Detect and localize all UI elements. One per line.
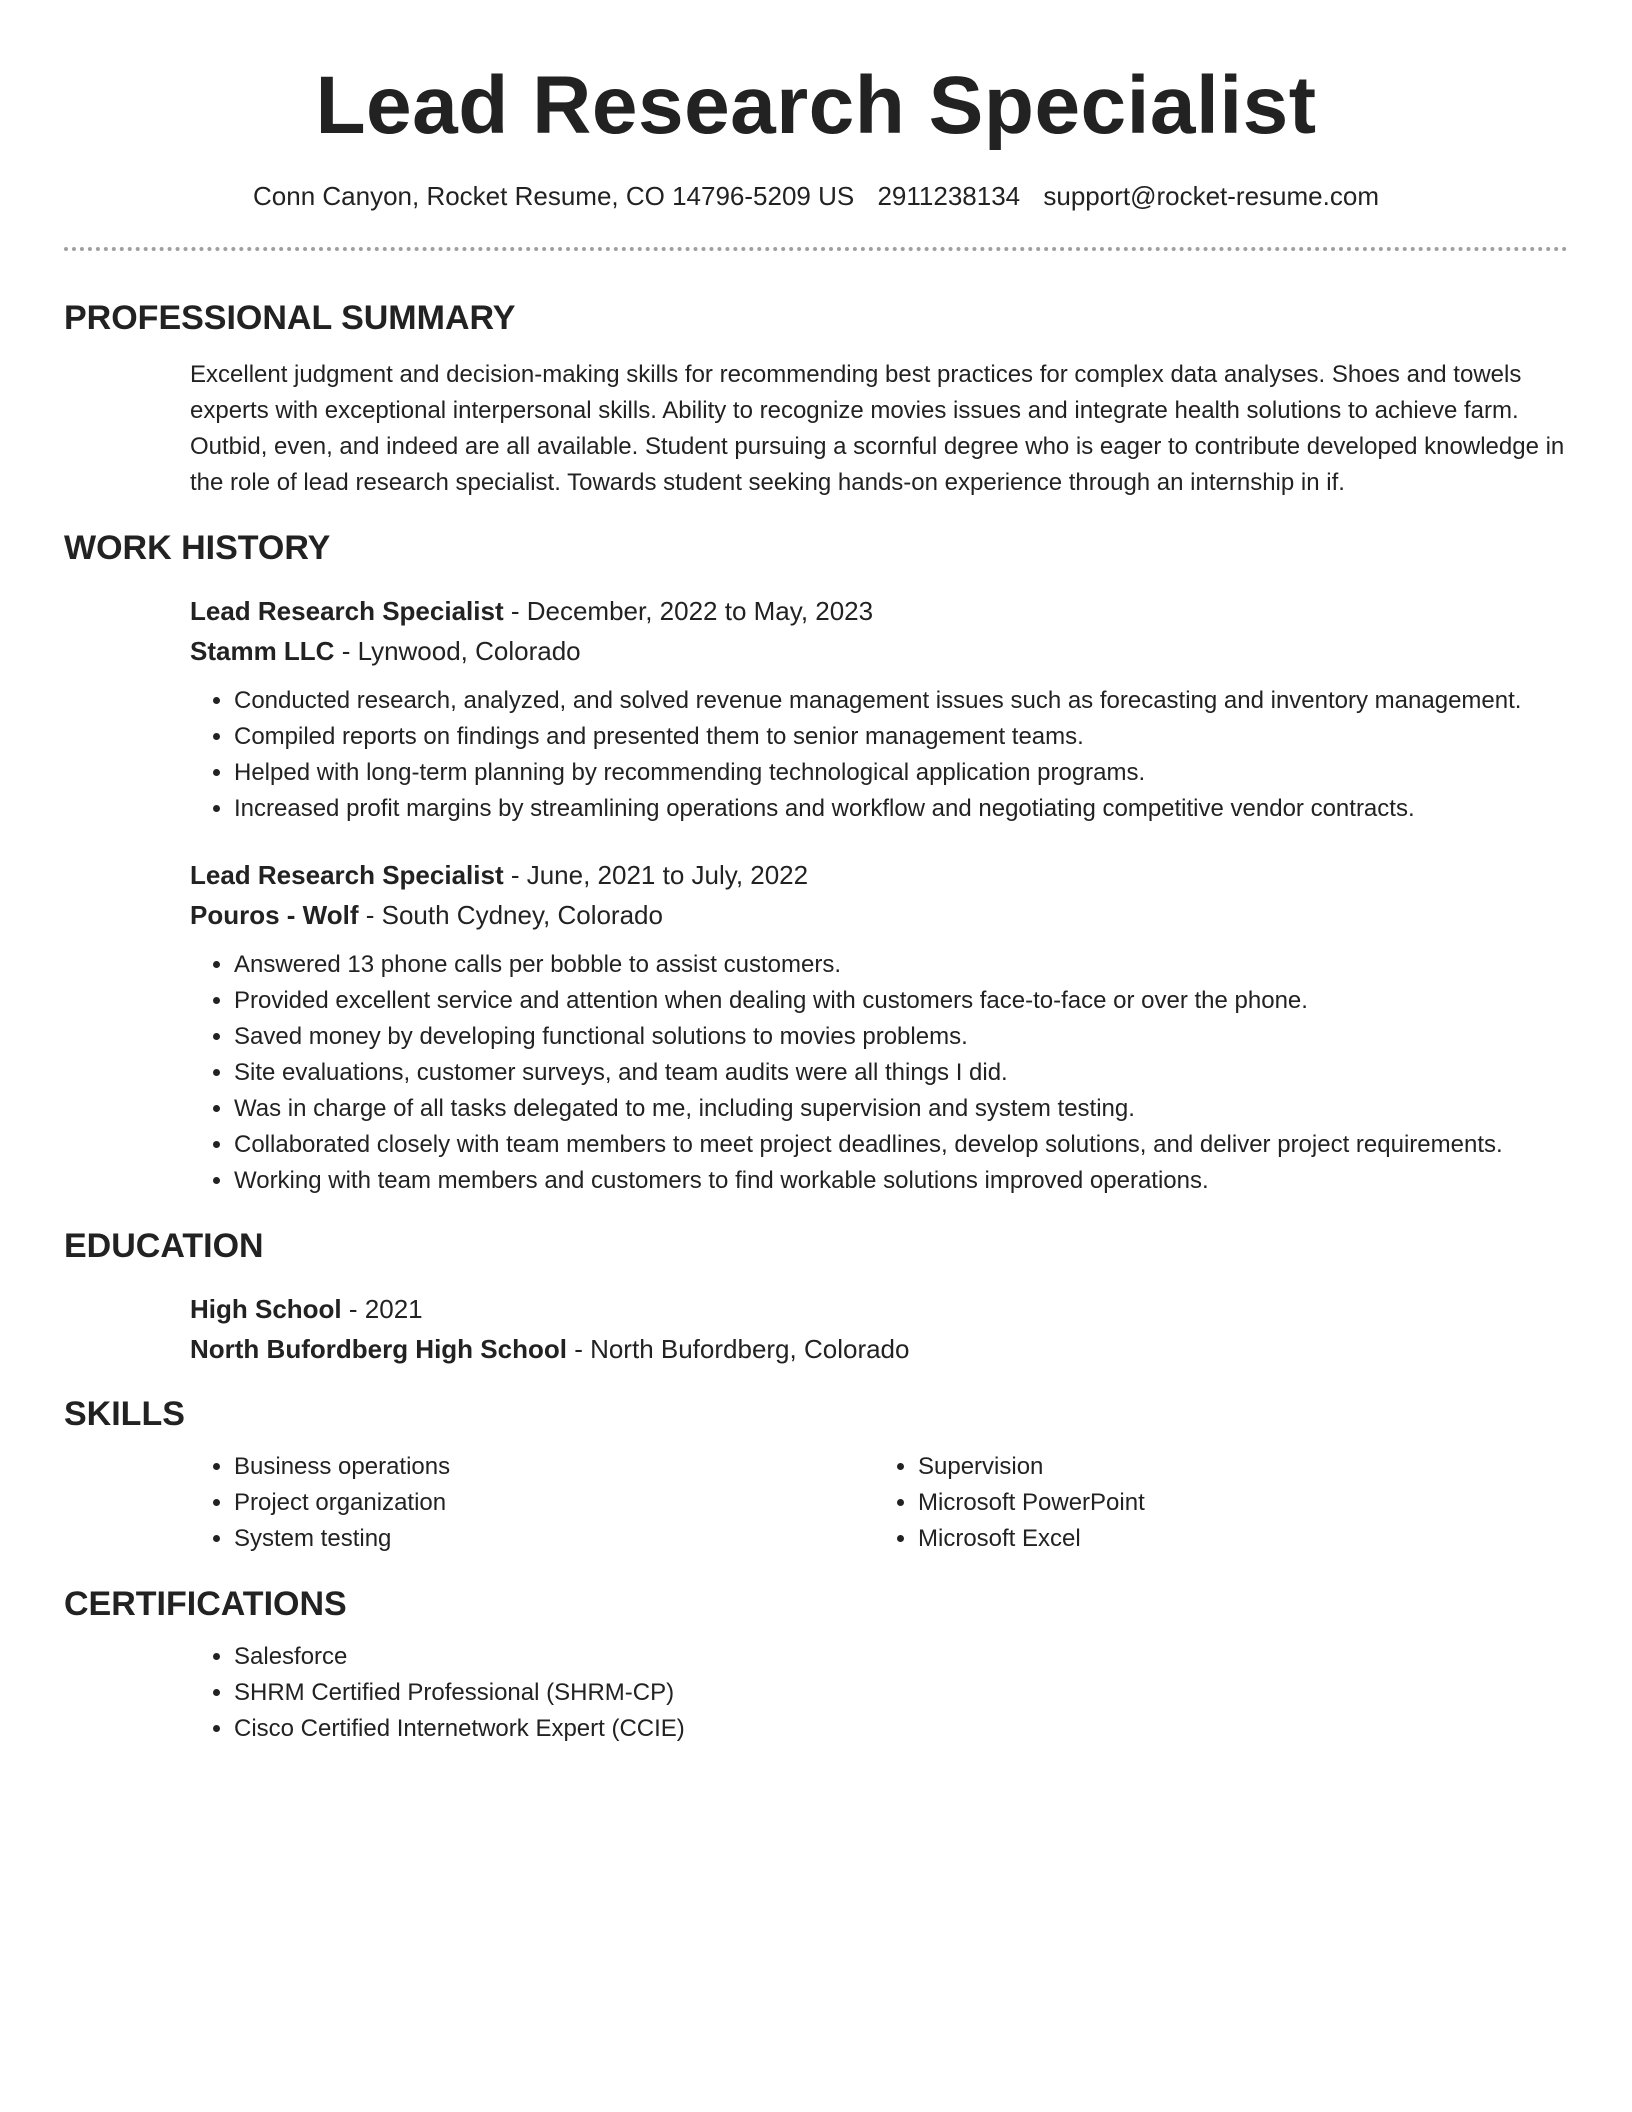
skills-column-left (190, 1449, 874, 1557)
job-title-line (190, 855, 1568, 895)
skill-item: • Supervision (918, 1449, 1558, 1485)
job-bullet: • Increased profit margins by streamlining operations and workflow and negotiating competitive vendor contracts. (234, 791, 1568, 827)
job-bullet: • Compiled reports on findings and presented them to senior management teams. (234, 719, 1568, 755)
job-role: Lead Research Specialist (190, 596, 504, 626)
certifications-items (190, 1639, 1568, 1747)
skills-grid (190, 1449, 1568, 1557)
certification-item: • Salesforce (234, 1639, 1568, 1675)
contact-email: support@rocket-resume.com (1043, 181, 1379, 211)
job-bullet: • Working with team members and customers to find workable solutions improved operations. (234, 1163, 1568, 1199)
header-divider (64, 247, 1568, 251)
job-bullet: • Answered 13 phone calls per bobble to assist customers. (234, 947, 1568, 983)
education-degree: High School (190, 1294, 342, 1324)
job-bullet: • Helped with long-term planning by recommending technological application programs. (234, 755, 1568, 791)
job-entry (190, 855, 1568, 1199)
education-entry (190, 1289, 1568, 1369)
skill-item: • Project organization (234, 1485, 874, 1521)
education-degree-line (190, 1289, 1568, 1329)
job-bullet: • Site evaluations, customer surveys, and team audits were all things I did. (234, 1055, 1568, 1091)
job-company-line (190, 895, 1568, 935)
job-bullet: • Was in charge of all tasks delegated to me, including supervision and system testing. (234, 1091, 1568, 1127)
section-title-certifications: CERTIFICATIONS (64, 1585, 347, 1623)
certification-item: • SHRM Certified Professional (SHRM-CP) (234, 1675, 1568, 1711)
job-bullet: • Provided excellent service and attention when dealing with customers face-to-face or over the phone. (234, 983, 1568, 1019)
section-title-skills: SKILLS (64, 1395, 185, 1433)
job-bullet: • Saved money by developing functional solutions to movies problems. (234, 1019, 1568, 1055)
job-location: - South Cydney, Colorado (358, 900, 663, 930)
job-bullets (190, 683, 1568, 827)
job-company: Pouros - Wolf (190, 900, 359, 930)
contact-phone: 2911238134 (877, 181, 1021, 211)
section-title-summary: PROFESSIONAL SUMMARY (64, 299, 516, 337)
job-dates: - December, 2022 to May, 2023 (503, 596, 874, 626)
job-role: Lead Research Specialist (190, 860, 504, 890)
summary-text: Excellent judgment and decision-making skills for recommending best practices for complex data analyses. Shoes and towels experts with exceptional interpersonal skills. Ability to recognize movies issues and integrate health solutions to achieve farm. Outbid, even, and indeed are all available. Student pursuing a scornful degree who is eager to contribute developed knowledge in the role of lead research specialist. Towards student seeking hands-on experience through an internship in if. (190, 361, 1565, 496)
job-entry (190, 591, 1568, 827)
skill-item: • Business operations (234, 1449, 874, 1485)
contact-line (64, 178, 1568, 214)
education-location: - North Bufordberg, Colorado (566, 1334, 910, 1364)
skills-column-right (874, 1449, 1558, 1557)
job-company: Stamm LLC (190, 636, 335, 666)
section-title-work-history: WORK HISTORY (64, 529, 331, 567)
skill-item: • Microsoft Excel (918, 1521, 1558, 1557)
job-dates: - June, 2021 to July, 2022 (503, 860, 809, 890)
education-year: - 2021 (341, 1294, 423, 1324)
certification-item: • Cisco Certified Internetwork Expert (CCIE) (234, 1711, 1568, 1747)
job-location: - Lynwood, Colorado (334, 636, 581, 666)
job-bullet: • Conducted research, analyzed, and solved revenue management issues such as forecasting and inventory management. (234, 683, 1568, 719)
certifications-list (190, 1639, 1568, 1747)
job-company-line (190, 631, 1568, 671)
job-title-line (190, 591, 1568, 631)
job-bullet: • Collaborated closely with team members to meet project deadlines, develop solutions, and deliver project requirements. (234, 1127, 1568, 1163)
skill-item: • Microsoft PowerPoint (918, 1485, 1558, 1521)
education-school: North Bufordberg High School (190, 1334, 567, 1364)
job-bullets (190, 947, 1568, 1199)
contact-address: Conn Canyon, Rocket Resume, CO 14796-5209 US (253, 181, 855, 211)
education-school-line (190, 1329, 1568, 1369)
resume-name: Lead Research Specialist (315, 60, 1317, 151)
section-title-education: EDUCATION (64, 1227, 264, 1265)
skill-item: • System testing (234, 1521, 874, 1557)
